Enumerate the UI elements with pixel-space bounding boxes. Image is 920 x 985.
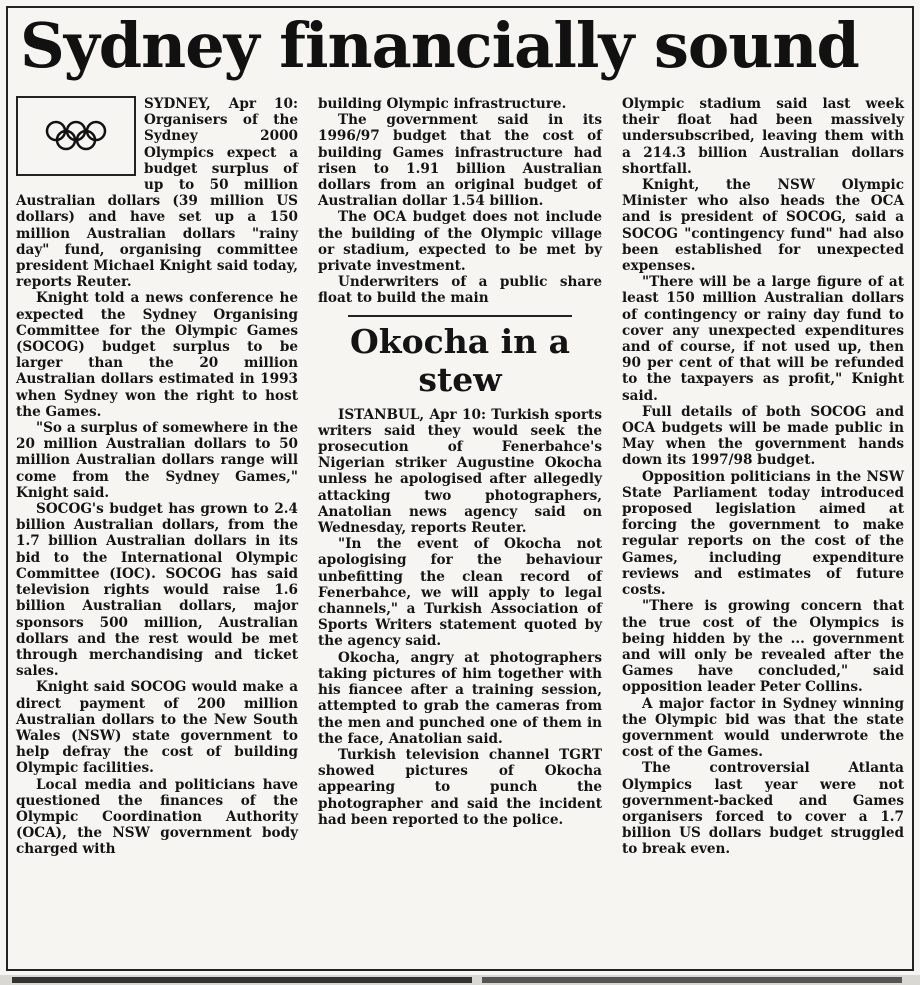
paragraph: Opposition politicians in the NSW State Parliament today introduced proposed legislation aimed at forcing the government to make regular reports on the cost of the Games, including expenditure reviews and estimates of future costs. [622,468,904,599]
paragraph: SOCOG's budget has grown to 2.4 billion Australian dollars, from the 1.7 billion Australian dollars in its bid to the International Olympic Committee (IOC). SOCOG has said television rights would raise 1.6 billion Australian dollars, major sponsors 500 million, Australian dollars and the rest would be met through merchandising and ticket sales. [16,501,298,680]
paragraph: Underwriters of a public share float to build the main [318,274,602,307]
paragraph: The controversial Atlanta Olympics last year were not government-backed and Games organisers forced to cover a 1.7 billion US dollars budget struggled to break even. [622,760,904,858]
section-divider [348,315,572,317]
paragraph: Local media and politicians have questioned the finances of the Olympic Coordination Authority (OCA), the NSW government body charged with [16,776,298,858]
paragraph: The OCA budget does not include the building of the Olympic village or stadium, expected to be met by private investment. [318,209,602,275]
olympic-rings-icon [44,119,108,153]
bottom-bar [12,977,472,983]
paragraph: A major factor in Sydney winning the Olympic bid was that the state government would underwrote the cost of the Games. [622,695,904,761]
paragraph: Full details of both SOCOG and OCA budgets will be made public in May when the government hands down its 1997/98 budget. [622,403,904,469]
paragraph: Knight, the NSW Olympic Minister who also heads the OCA and is president of SOCOG, said a SOCOG "contingency fund" had also been established for unexpected expenses. [622,177,904,275]
paragraph: Turkish television channel TGRT showed pictures of Okocha appearing to punch the photographer and said the incident had been reported to the police. [318,746,602,828]
second-story-headline: Okocha in a stew [350,321,570,399]
bottom-bar [482,977,902,983]
olympic-rings-logo [16,96,136,176]
article-column-3 [622,96,904,858]
paragraph: "There is growing concern that the true cost of the Olympics is being hidden by the ... government and will only be revealed after the Games have concluded," said opposition leader Peter Collins. [622,598,904,696]
article-column-2 [318,96,602,828]
paragraph: "In the event of Okocha not apologising for the behaviour unbefitting the clean record of Fenerbahce, we will apply to legal channels," a Turkish Association of Sports Writers statement quoted by the agency said. [318,536,602,650]
paragraph: The government said in its 1996/97 budget that the cost of building Games infrastructure had risen to 1.91 billion Australian dollars from an original budget of Australian dollar 1.54 billion. [318,112,602,210]
article-column-1 [16,96,298,858]
page-bottom-strip [0,975,920,985]
paragraph: Olympic stadium said last week their float had been massively undersubscribed, leaving them with a 214.3 billion Australian dollars shortfall. [622,96,904,177]
paragraph: Okocha, angry at photographers taking pictures of him together with his fiancee after a training session, attempted to grab the cameras from the men and punched one of them in the face, Anatolian said. [318,649,602,747]
paragraph: "So a surplus of somewhere in the 20 million Australian dollars to 50 million Australian dollars range will come from the Sydney Games," Knight said. [16,420,298,501]
paragraph: Knight told a news conference he expected the Sydney Organising Committee for the Olympic Games (SOCOG) budget surplus to be larger than the 20 million Australian dollars estimated in 1993 when Sydney won the right to host the Games. [16,290,298,420]
article-headline: Sydney financially sound [20,9,859,82]
paragraph: ISTANBUL, Apr 10: Turkish sports writers said they would seek the prosecution of Fenerbahce's Nigerian striker Augustine Okocha unless he apologised after allegedly attacking two photographers, Anatolian news agency said on Wednesday, reports Reuter. [318,406,602,537]
paragraph: building Olympic infrastructure. [318,96,567,112]
paragraph: Knight said SOCOG would make a direct payment of 200 million Australian dollars to the New South Wales (NSW) state government to help defray the cost of building Olympic facilities. [16,679,298,777]
paragraph: SYDNEY, Apr 10: Organisers of the Sydney 2000 Olympics expect a budget surplus of up to 50 million Australian dollars (39 million US dollars) and have set up a 150 million Australian dollars "rainy day" fund, organising committee president Michael Knight said today, reports Reuter. [16,96,298,291]
paragraph: "There will be a large figure of at least 150 million Australian dollars of contingency or rainy day fund to cover any unexpected expenditures and of course, if not used up, then 90 per cent of that will be refunded to the taxpayers as profit," Knight said. [622,274,904,404]
